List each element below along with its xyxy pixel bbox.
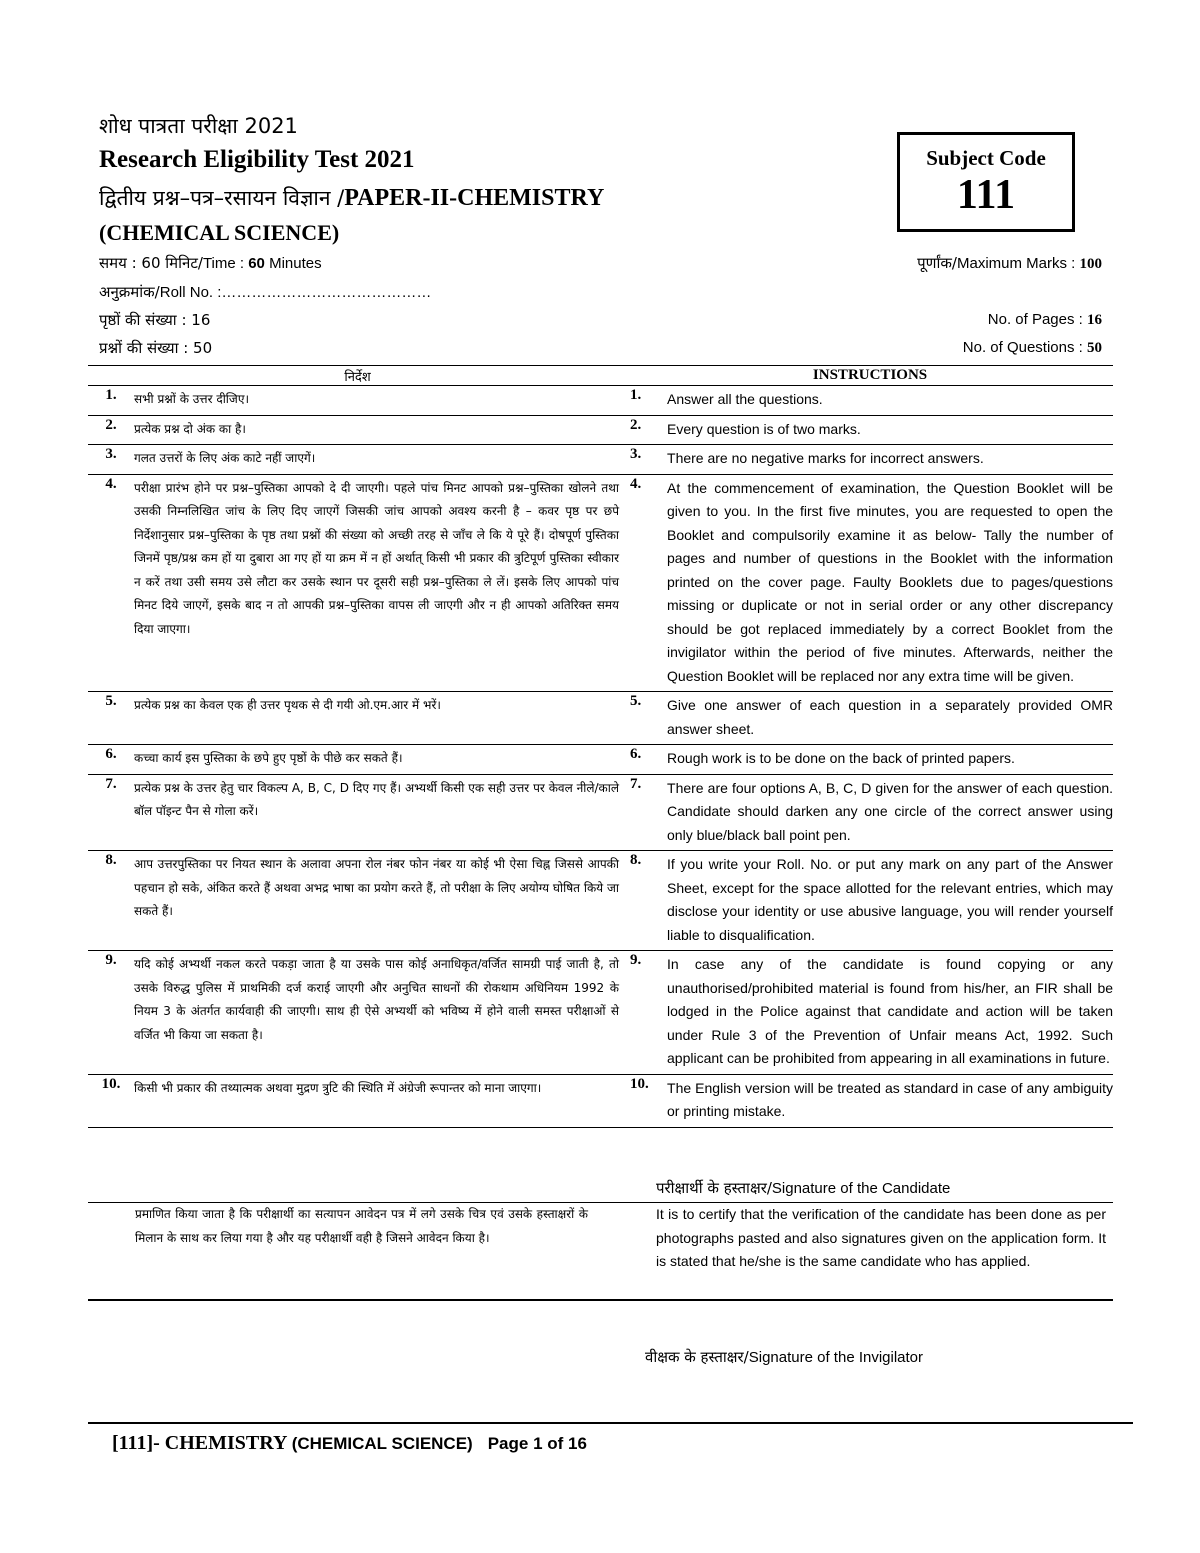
instruction-number: 3.	[627, 445, 663, 475]
time-hindi: समय : 60 मिनिट/	[99, 254, 203, 272]
paper-title-english: PAPER-II-CHEMISTRY	[344, 185, 605, 211]
instruction-number-hindi: 4.	[88, 474, 134, 692]
questions-info	[963, 338, 1102, 358]
marks-value: 100	[1079, 256, 1102, 272]
instruction-row	[88, 445, 1113, 475]
marks-info	[917, 253, 1102, 274]
candidate-signature-hindi: परीक्षार्थी के हस्ताक्षर/	[656, 1179, 772, 1197]
instruction-number: 5.	[627, 692, 663, 745]
instruction-text-english: Give one answer of each question in a separately provided OMR answer sheet.	[663, 692, 1113, 745]
instruction-text-english: There are four options A, B, C, D given for the answer of each question. Candidate should darken any one circle of the correct answer using only blue/black ball point pen.	[663, 774, 1113, 851]
pages-info	[988, 310, 1102, 330]
certification-english: It is to certify that the verification of the candidate has been done as per photographs pasted and also signatures given on the application form. It is stated that he/she is the same candidate who has applied.	[656, 1206, 1106, 1269]
pages-hindi: पृष्ठों की संख्या : 16	[99, 311, 211, 329]
questions-label: No. of Questions :	[962, 339, 1087, 356]
instruction-number: 7.	[627, 774, 663, 851]
instruction-number: 8.	[627, 851, 663, 951]
instruction-number-hindi: 10.	[88, 1074, 134, 1127]
instruction-number-hindi: 9.	[88, 951, 134, 1075]
page-footer	[112, 1432, 587, 1455]
instruction-number-hindi: 3.	[88, 445, 134, 475]
instruction-row	[88, 386, 1113, 416]
instruction-text-english: Every question is of two marks.	[663, 415, 1113, 445]
instruction-row	[88, 745, 1113, 775]
instruction-text-english: At the commencement of examination, the Question Booklet will be given to you. In the first five minutes, you are requested to open the Booklet and compulsorily examine it as below- Tally the number of pages and number of questions in the Booklet with the information printed on the cover page. Faulty Booklets due to pages/questions missing or duplicate or not in serial order or any other discrepancy should be got replaced immediately by a correct Booklet from the invigilator within the period of five minutes. Afterwards, neither the Question Booklet will be replaced nor any extra time will be given.	[663, 474, 1113, 692]
instruction-row	[88, 474, 1113, 692]
instruction-text-english: Answer all the questions.	[663, 386, 1113, 416]
instruction-text-english: There are no negative marks for incorrect answers.	[663, 445, 1113, 475]
instruction-text-hindi: प्रत्येक प्रश्न के उत्तर हेतु चार विकल्प A, B, C, D दिए गए हैं। अभ्यर्थी किसी एक सही उत्तर पर केवल नीले/काले बॉल पॉइन्ट पैन से गोला करें।	[134, 774, 627, 851]
time-label: Time :	[202, 255, 249, 272]
paper-subtitle: (CHEMICAL SCIENCE)	[99, 220, 340, 245]
instruction-row	[88, 774, 1113, 851]
instruction-number-hindi: 2.	[88, 415, 134, 445]
instruction-number: 10.	[627, 1074, 663, 1127]
instruction-text-hindi: परीक्षा प्रारंभ होने पर प्रश्न–पुस्तिका आपको दे दी जाएगी। पहले पांच मिनट आपको प्रश्न–पुस्तिका खोलने तथा उसकी निम्नलिखित जांच के लिए दिए जाएगें जिसकी जांच आपको अवश्य करनी है – कवर पृष्ठ पर छपे निर्देशानुसार प्रश्न–पुस्तिका के पृष्ठ तथा प्रश्नों की संख्या को अच्छी तरह से जाँच ले कि ये पूरे हैं। दोषपूर्ण पुस्तिका जिनमें पृष्ठ/प्रश्न कम हों या दुबारा आ गए हों या क्रम में न हों अर्थात् किसी भी प्रकार की त्रुटिपूर्ण पुस्तिका स्वीकार न करें तथा उसी समय उसे लौटा कर उसके स्थान पर दूसरी सही प्रश्न–पुस्तिका ले लें। इसके लिए आपको पांच मिनट दिये जाएगें, इसके बाद न तो आपकी प्रश्न–पुस्तिका वापस ली जाएगी और न ही आपको अतिरिक्त समय दिया जाएगा।	[134, 474, 627, 692]
candidate-signature-english: Signature of the Candidate	[771, 1180, 951, 1197]
instruction-row	[88, 1074, 1113, 1127]
candidate-signature-label	[656, 1178, 950, 1198]
instruction-text-hindi: प्रत्येक प्रश्न का केवल एक ही उत्तर पृथक से दी गयी ओ.एम.आर में भरें।	[134, 692, 627, 745]
instruction-text-hindi: गलत उत्तरों के लिए अंक काटे नहीं जाएगें।	[134, 445, 627, 475]
pages-value: 16	[1087, 312, 1102, 328]
questions-value: 50	[1087, 340, 1102, 356]
footer-page-number: Page 1 of 16	[487, 1434, 587, 1453]
footer-subtitle: (CHEMICAL SCIENCE)	[291, 1434, 473, 1453]
instruction-row	[88, 415, 1113, 445]
certification-hindi: प्रमाणित किया जाता है कि परीक्षार्थी का सत्यापन आवेदन पत्र में लगे उसके चित्र एवं उसके हस्ताक्षरों के मिलान के साथ कर लिया गया है और यह परीक्षार्थी वही है जिसने आवेदन किया है।	[135, 1207, 588, 1245]
instruction-number-hindi: 7.	[88, 774, 134, 851]
roll-label: Roll No. :……………………………………	[159, 284, 432, 301]
instruction-number-hindi: 6.	[88, 745, 134, 775]
instruction-number: 6.	[627, 745, 663, 775]
instruction-text-hindi: सभी प्रश्नों के उत्तर दीजिए।	[134, 386, 627, 416]
instruction-number-hindi: 1.	[88, 386, 134, 416]
marks-label: Maximum Marks :	[956, 255, 1080, 272]
invigilator-signature-label	[645, 1347, 923, 1367]
instruction-text-hindi: यदि कोई अभ्यर्थी नकल करते पकड़ा जाता है या उसके पास कोई अनाधिकृत/वर्जित सामग्री पाई जाती है, तो उसके विरुद्ध पुलिस में प्राथमिकी दर्ज कराई जाएगी और अनुचित साधनों की रोकथाम अधिनियम 1992 के नियम 3 के अंतर्गत कार्यवाही की जाएगी। साथ ही ऐसे अभ्यर्थी को भविष्य में होने वाली समस्त परीक्षाओं से वर्जित भी किया जा सकता है।	[134, 951, 627, 1075]
instruction-row	[88, 692, 1113, 745]
instructions-heading: INSTRUCTIONS	[627, 366, 1113, 386]
instruction-text-hindi: प्रत्येक प्रश्न दो अंक का है।	[134, 415, 627, 445]
time-value: 60	[248, 255, 265, 272]
invigilator-signature-hindi: वीक्षक के हस्ताक्षर/	[645, 1348, 749, 1366]
footer-subject-code: [111]- CHEMISTRY	[112, 1432, 292, 1454]
instruction-number-hindi: 5.	[88, 692, 134, 745]
instruction-row	[88, 951, 1113, 1075]
exam-title: Research Eligibility Test 2021	[99, 146, 415, 173]
instructions-body	[88, 386, 1113, 1128]
footer-divider	[88, 1422, 1133, 1424]
instructions-table	[88, 365, 1113, 1128]
time-info	[99, 253, 322, 274]
instruction-text-hindi: आप उत्तरपुस्तिका पर नियत स्थान के अलावा अपना रोल नंबर फोन नंबर या कोई भी ऐसा चिह्न जिससे आपकी पहचान हो सके, अंकित करते हैं अथवा अभद्र भाषा का प्रयोग करते हैं, तो परीक्षा के लिए अयोग्य घोषित किये जा सकते हैं।	[134, 851, 627, 951]
instruction-row	[88, 851, 1113, 951]
instructions-header-row	[88, 366, 1113, 386]
paper-title	[99, 184, 604, 212]
invigilator-signature-english: Signature of the Invigilator	[748, 1349, 924, 1366]
instruction-number: 1.	[627, 386, 663, 416]
instruction-number: 9.	[627, 951, 663, 1075]
instruction-number: 2.	[627, 415, 663, 445]
instruction-number: 4.	[627, 474, 663, 692]
marks-hindi: पूर्णांक/	[917, 254, 957, 272]
instruction-text-hindi: कच्चा कार्य इस पुस्तिका के छपे हुए पृष्ठों के पीछे कर सकते हैं।	[134, 745, 627, 775]
paper-title-hindi: द्वितीय प्रश्न–पत्र–रसायन विज्ञान /	[99, 186, 345, 210]
instruction-text-english: In case any of the candidate is found copying or any unauthorised/prohibited material is found from his/her, an FIR shall be lodged in the Police against that candidate and action will be taken under Rule 3 of the Prevention of Unfair means Act, 1992. Such applicant can be prohibited from appearing in all examinations in future.	[663, 951, 1113, 1075]
instruction-text-hindi: किसी भी प्रकार की तथ्यात्मक अथवा मुद्रण त्रुटि की स्थिति में अंग्रेजी रूपान्तर को माना जाएगा।	[134, 1074, 627, 1127]
time-unit: Minutes	[264, 255, 322, 272]
hindi-exam-title: शोध पात्रता परीक्षा 2021	[99, 114, 298, 138]
instruction-text-english: If you write your Roll. No. or put any mark on any part of the Answer Sheet, except for the space allotted for the relevant entries, which may disclose your identity or use abusive language, you will render yourself liable to disqualification.	[663, 851, 1113, 951]
instruction-text-english: The English version will be treated as standard in case of any ambiguity or printing mistake.	[663, 1074, 1113, 1127]
questions-hindi: प्रश्नों की संख्या : 50	[99, 339, 213, 357]
pages-label: No. of Pages :	[987, 311, 1087, 328]
roll-hindi: अनुक्रमांक/	[99, 283, 160, 301]
subject-code-value: 111	[956, 172, 1016, 218]
subject-code-box	[897, 132, 1075, 232]
instruction-number-hindi: 8.	[88, 851, 134, 951]
instruction-text-english: Rough work is to be done on the back of printed papers.	[663, 745, 1113, 775]
subject-code-label: Subject Code	[926, 146, 1046, 170]
instructions-heading-hindi: निर्देश	[88, 366, 627, 386]
roll-number-field	[99, 282, 431, 303]
